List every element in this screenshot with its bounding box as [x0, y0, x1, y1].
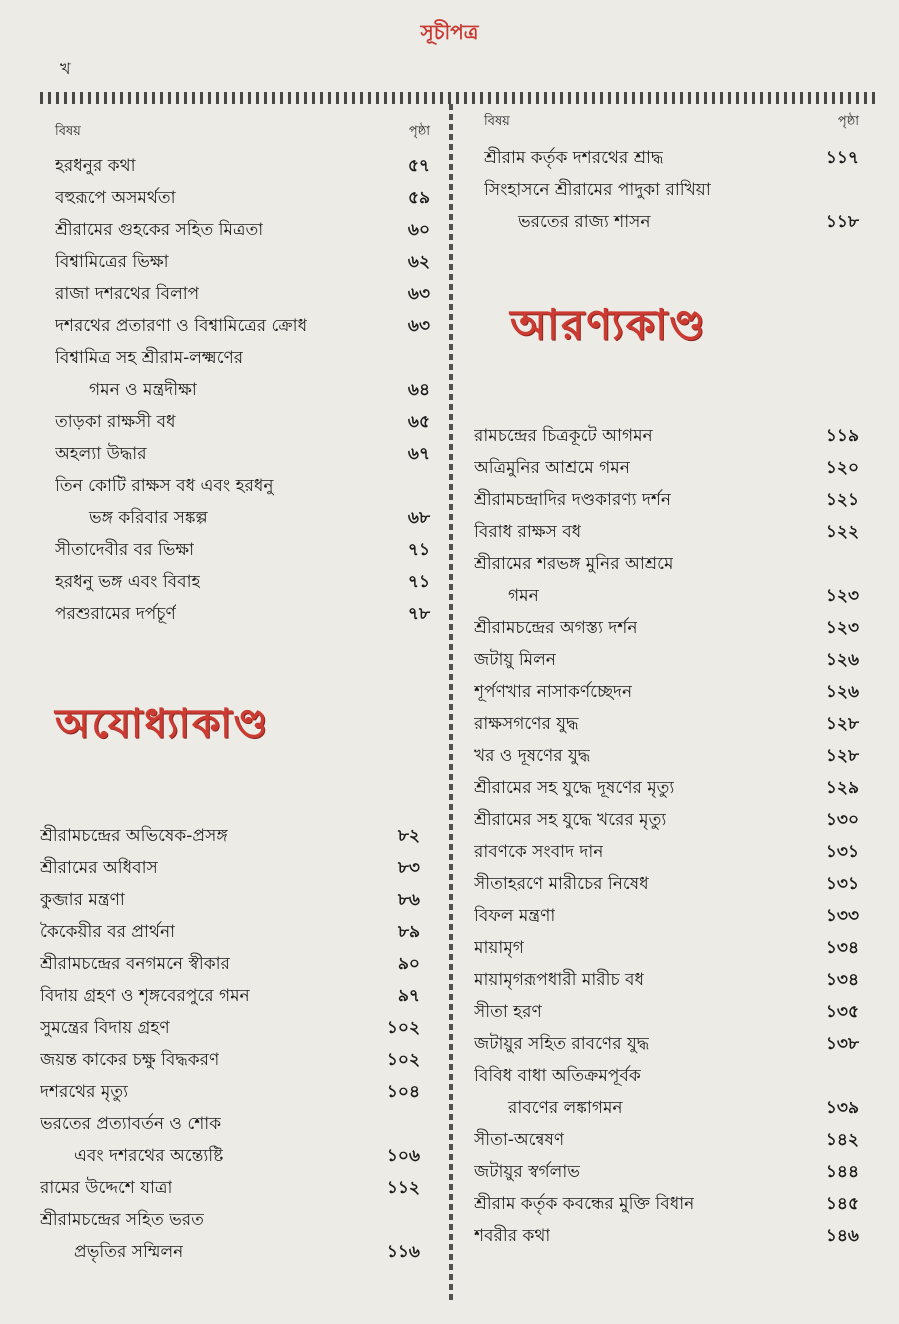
- toc-entry: [40, 1236, 420, 1268]
- toc-entry-page: ১৩১: [825, 874, 859, 894]
- toc-entry-title: বহুরূপে অসমর্থতা: [55, 188, 176, 208]
- page-label: পৃষ্ঠা: [408, 124, 430, 139]
- toc-entry: [40, 948, 420, 980]
- toc-entry-page: ১৪৫: [825, 1194, 859, 1214]
- toc-entry-title: রাজা দশরথের বিলাপ: [55, 284, 200, 304]
- toc-entry-title: কুব্জার মন্ত্রণা: [40, 890, 125, 910]
- toc-entry-page: ৮২: [397, 826, 420, 846]
- toc-entry: [474, 1124, 859, 1156]
- toc-entry: [474, 1060, 859, 1092]
- toc-entry: [55, 246, 430, 278]
- toc-entry-page: ১২৮: [825, 746, 859, 766]
- toc-entry-page: ১২০: [825, 458, 859, 478]
- toc-entry-title: শ্রীরামচন্দ্রের বনগমনে স্বীকার: [40, 954, 230, 974]
- toc-entry-page: ১৪৬: [825, 1226, 859, 1246]
- toc-entry: [484, 174, 859, 206]
- toc-entry: [484, 206, 859, 238]
- toc-entry: [55, 406, 430, 438]
- toc-entry: [40, 1172, 420, 1204]
- toc-entry-title: মায়ামৃগ: [474, 938, 524, 958]
- toc-entry-title: জটায়ুর সহিত রাবণের যুদ্ধ: [474, 1034, 650, 1054]
- toc-entry-title: দশরথের মৃত্যু: [40, 1082, 129, 1102]
- toc-entry-page: ১৪৪: [825, 1162, 859, 1182]
- toc-entry-title: শ্রীরামচন্দ্রের সহিত ভরত: [40, 1210, 204, 1230]
- toc-entry: [40, 820, 420, 852]
- toc-entry-title: রাবণের লঙ্কাগমন: [508, 1098, 623, 1118]
- toc-entry: [474, 1028, 859, 1060]
- toc-entry-page: ৬২: [407, 252, 430, 272]
- toc-list-ayodhya-continued: [484, 142, 859, 238]
- toc-entry: [474, 420, 859, 452]
- toc-entry-page: ১৩৫: [825, 1002, 859, 1022]
- toc-entry: [474, 804, 859, 836]
- toc-entry: [40, 916, 420, 948]
- toc-entry: [40, 1204, 420, 1236]
- toc-entry-page: ৬৪: [407, 380, 430, 400]
- toc-entry: [474, 1092, 859, 1124]
- toc-entry: [474, 644, 859, 676]
- toc-entry-title: শ্রীরাম কর্তৃক কবন্ধের মুক্তি বিধান: [474, 1194, 695, 1214]
- toc-entry: [55, 374, 430, 406]
- toc-entry-page: ৫৯: [407, 188, 430, 208]
- toc-entry-title: গমন: [508, 586, 539, 606]
- toc-entry: [474, 772, 859, 804]
- toc-entry-title: সিংহাসনে শ্রীরামের পাদুকা রাখিয়া: [484, 180, 711, 200]
- toc-entry-page: ১০২: [386, 1050, 420, 1070]
- toc-entry-page: ১৩৯: [825, 1098, 859, 1118]
- toc-entry: [40, 1108, 420, 1140]
- toc-entry: [484, 142, 859, 174]
- toc-entry-title: সীতা হরণ: [474, 1002, 542, 1022]
- toc-entry-title: সীতাদেবীর বর ভিক্ষা: [55, 540, 195, 560]
- decorative-border: [40, 92, 879, 104]
- toc-entry-title: তাড়কা রাক্ষসী বধ: [55, 412, 176, 432]
- toc-entry: [474, 548, 859, 580]
- toc-entry-title: সুমন্ত্রের বিদায় গ্রহণ: [40, 1018, 170, 1038]
- toc-entry-title: শ্রীরামের সহ যুদ্ধে খরের মৃত্যু: [474, 810, 667, 830]
- toc-entry-title: শূর্পণখার নাসাকর্ণচ্ছেদন: [474, 682, 633, 702]
- toc-entry-title: এবং দশরথের অন্ত্যেষ্টি: [74, 1146, 224, 1166]
- toc-entry: [55, 438, 430, 470]
- toc-entry-title: শ্রীরামের অধিবাস: [40, 858, 158, 878]
- toc-entry-page: ৫৭: [407, 156, 430, 176]
- toc-entry-page: ১৩৪: [825, 938, 859, 958]
- toc-entry-page: ১১৯: [825, 426, 859, 446]
- page-title: সূচীপত্র: [420, 20, 479, 44]
- toc-entry-page: ১২৮: [825, 714, 859, 734]
- toc-entry-title: জয়ন্ত কাকের চক্ষু বিদ্ধকরণ: [40, 1050, 220, 1070]
- toc-entry-title: অহল্যা উদ্ধার: [55, 444, 147, 464]
- toc-entry-title: শ্রীরামের গুহকের সহিত মিত্রতা: [55, 220, 264, 240]
- toc-entry-page: ১২৩: [825, 586, 859, 606]
- toc-entry-title: তিন কোটি রাক্ষস বধ এবং হরধনু: [55, 476, 274, 496]
- toc-entry-title: সীতা-অন্বেষণ: [474, 1130, 565, 1150]
- toc-entry-page: ১০২: [386, 1018, 420, 1038]
- section-heading-aranya: আরণ্যকাণ্ড: [510, 300, 707, 349]
- toc-entry-page: ৬৮: [407, 508, 430, 528]
- toc-entry-title: শ্রীরাম কর্তৃক দশরথের শ্রাদ্ধ: [484, 148, 664, 168]
- toc-entry: [55, 150, 430, 182]
- toc-entry: [474, 900, 859, 932]
- toc-entry: [55, 342, 430, 374]
- section-heading-ayodhya: অযোধ্যাকাণ্ড: [55, 700, 270, 747]
- toc-entry: [474, 708, 859, 740]
- toc-entry: [474, 676, 859, 708]
- toc-entry-page: ১২৩: [825, 618, 859, 638]
- toc-entry-page: ১৩৩: [825, 906, 859, 926]
- toc-entry-title: শ্রীরামের সহ যুদ্ধে দূষণের মৃত্যু: [474, 778, 675, 798]
- toc-entry: [40, 852, 420, 884]
- toc-entry-page: ৮৩: [397, 858, 420, 878]
- toc-entry-page: ৭১: [407, 540, 430, 560]
- toc-entry-title: বিরাধ রাক্ষস বধ: [474, 522, 582, 542]
- toc-entry-page: ৯০: [397, 954, 420, 974]
- right-column-header: [484, 112, 859, 133]
- toc-entry: [474, 964, 859, 996]
- toc-entry-title: বিদায় গ্রহণ ও শৃঙ্গবেরপুরে গমন: [40, 986, 250, 1006]
- toc-entry: [40, 980, 420, 1012]
- toc-entry-page: ৬৩: [407, 284, 430, 304]
- toc-entry-title: ভরতের প্রত্যাবর্তন ও শোক: [40, 1114, 222, 1134]
- toc-entry: [474, 932, 859, 964]
- toc-entry-title: বিশ্বামিত্র সহ শ্রীরাম-লক্ষ্মণের: [55, 348, 244, 368]
- toc-entry-title: দশরথের প্রতারণা ও বিশ্বামিত্রের ক্রোধ: [55, 316, 308, 336]
- toc-entry: [474, 1156, 859, 1188]
- toc-list-bala-continued: [55, 150, 430, 630]
- toc-entry: [474, 452, 859, 484]
- left-column-header: [55, 122, 430, 143]
- toc-entry-title: শ্রীরামের শরভঙ্গ মুনির আশ্রমে: [474, 554, 674, 574]
- toc-entry-page: ৮৯: [397, 922, 420, 942]
- toc-entry-title: বিফল মন্ত্রণা: [474, 906, 556, 926]
- toc-entry: [55, 310, 430, 342]
- toc-entry: [474, 580, 859, 612]
- toc-entry: [474, 868, 859, 900]
- toc-entry-page: ১২৯: [825, 778, 859, 798]
- toc-entry-title: কৈকেয়ীর বর প্রার্থনা: [40, 922, 176, 942]
- toc-entry-page: ১১৬: [386, 1242, 420, 1262]
- toc-entry: [474, 740, 859, 772]
- toc-entry: [474, 516, 859, 548]
- toc-entry-title: সীতাহরণে মারীচের নিষেধ: [474, 874, 649, 894]
- toc-entry-page: ৯৭: [397, 986, 420, 1006]
- toc-entry-title: হরধনু ভঙ্গ এবং বিবাহ: [55, 572, 201, 592]
- subject-label: বিষয়: [55, 124, 81, 139]
- toc-entry: [474, 836, 859, 868]
- toc-entry-page: ১২৬: [825, 682, 859, 702]
- toc-entry-page: ৬৭: [407, 444, 430, 464]
- toc-entry-title: রামচন্দ্রের চিত্রকূটে আগমন: [474, 426, 653, 446]
- toc-entry-page: ১২১: [825, 490, 859, 510]
- toc-entry-page: ১০৬: [386, 1146, 420, 1166]
- toc-entry-page: ১২২: [825, 522, 859, 542]
- toc-entry-page: ১৩১: [825, 842, 859, 862]
- toc-list-ayodhya: [40, 820, 420, 1268]
- toc-entry: [55, 278, 430, 310]
- toc-entry-title: শ্রীরামচন্দ্রাদির দণ্ডকারণ্য দর্শন: [474, 490, 672, 510]
- toc-entry: [40, 884, 420, 916]
- toc-entry: [474, 484, 859, 516]
- toc-entry-title: অত্রিমুনির আশ্রমে গমন: [474, 458, 630, 478]
- toc-entry-title: রামের উদ্দেশে যাত্রা: [40, 1178, 173, 1198]
- toc-entry-page: ৬০: [407, 220, 430, 240]
- toc-entry-title: শবরীর কথা: [474, 1226, 551, 1246]
- toc-entry-title: রাবণকে সংবাদ দান: [474, 842, 604, 862]
- toc-entry-page: ১২৬: [825, 650, 859, 670]
- toc-entry: [40, 1044, 420, 1076]
- toc-entry-page: ৭১: [407, 572, 430, 592]
- toc-entry-title: রাক্ষসগণের যুদ্ধ: [474, 714, 579, 734]
- toc-entry-page: ১১২: [386, 1178, 420, 1198]
- toc-entry: [55, 534, 430, 566]
- toc-entry-page: ১১৭: [825, 148, 859, 168]
- toc-entry: [40, 1012, 420, 1044]
- toc-entry-page: ৭৮: [407, 604, 430, 624]
- toc-entry-title: হরধনুর কথা: [55, 156, 136, 176]
- toc-entry-page: ১১৮: [825, 212, 859, 232]
- toc-entry-page: ১৩০: [825, 810, 859, 830]
- toc-list-aranya: [474, 420, 859, 1252]
- toc-entry-title: ভরতের রাজ্য শাসন: [518, 212, 651, 232]
- toc-entry-page: ৬৫: [407, 412, 430, 432]
- page-number-letter: খ: [60, 59, 71, 78]
- toc-entry: [474, 1188, 859, 1220]
- toc-entry: [55, 502, 430, 534]
- subject-label: বিষয়: [484, 114, 510, 129]
- toc-entry-title: জটায়ুর স্বর্গলাভ: [474, 1162, 580, 1182]
- toc-entry-title: ভঙ্গ করিবার সঙ্কল্প: [89, 508, 208, 528]
- toc-entry-title: শ্রীরামচন্দ্রের অভিষেক-প্রসঙ্গ: [40, 826, 228, 846]
- toc-entry: [40, 1076, 420, 1108]
- toc-entry: [474, 612, 859, 644]
- toc-entry-title: গমন ও মন্ত্রদীক্ষা: [89, 380, 197, 400]
- toc-entry: [474, 996, 859, 1028]
- toc-entry: [55, 182, 430, 214]
- toc-entry: [40, 1140, 420, 1172]
- toc-entry-title: বিবিধ বাধা অতিক্রমপূর্বক: [474, 1066, 641, 1086]
- page-label: পৃষ্ঠা: [837, 114, 859, 129]
- toc-entry-page: ৬৩: [407, 316, 430, 336]
- toc-entry-title: পরশুরামের দর্পচূর্ণ: [55, 604, 176, 624]
- toc-entry-title: জটায়ু মিলন: [474, 650, 556, 670]
- toc-entry-page: ১৪২: [825, 1130, 859, 1150]
- toc-entry-page: ১০৪: [386, 1082, 420, 1102]
- toc-entry-title: মায়ামৃগরূপধারী মারীচ বধ: [474, 970, 645, 990]
- column-divider: [449, 104, 453, 1304]
- toc-entry-page: ১৩৪: [825, 970, 859, 990]
- toc-entry: [474, 1220, 859, 1252]
- toc-entry-page: ১৩৮: [825, 1034, 859, 1054]
- toc-entry-title: শ্রীরামচন্দ্রের অগস্ত্য দর্শন: [474, 618, 638, 638]
- toc-entry-title: প্রভৃতির সম্মিলন: [74, 1242, 184, 1262]
- toc-entry: [55, 214, 430, 246]
- toc-entry-title: খর ও দূষণের যুদ্ধ: [474, 746, 591, 766]
- toc-entry: [55, 598, 430, 630]
- toc-entry: [55, 566, 430, 598]
- toc-entry-title: বিশ্বামিত্রের ভিক্ষা: [55, 252, 169, 272]
- toc-entry: [55, 470, 430, 502]
- toc-entry-page: ৮৬: [397, 890, 420, 910]
